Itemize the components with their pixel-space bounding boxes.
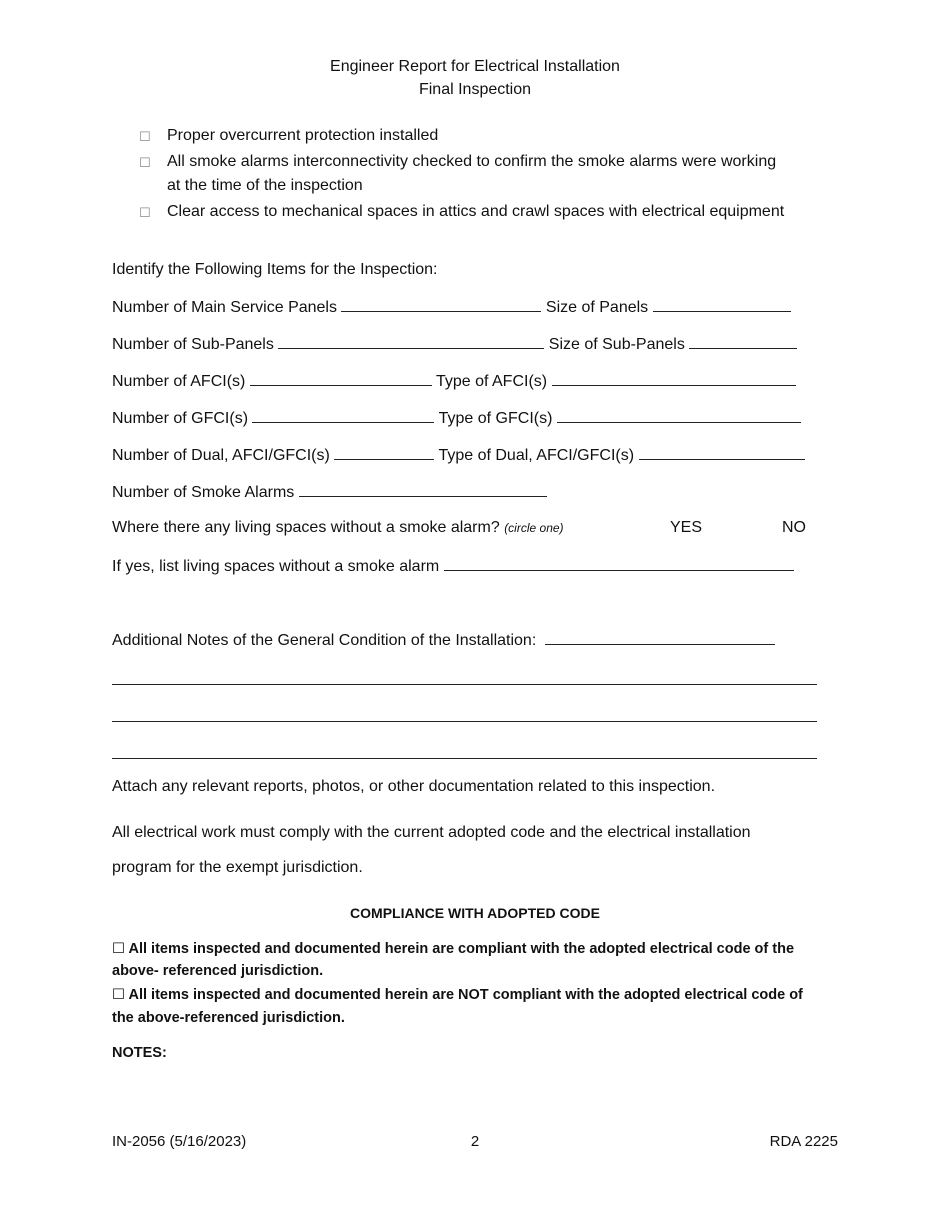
circle-one-note: (circle one) bbox=[504, 521, 564, 535]
row-dual bbox=[112, 445, 805, 465]
row-list-spaces bbox=[112, 556, 794, 576]
sub-panels-field[interactable] bbox=[278, 334, 544, 349]
size-sub-panels-field[interactable] bbox=[689, 334, 797, 349]
notes-label: NOTES: bbox=[112, 1045, 167, 1061]
row-additional-notes bbox=[112, 630, 775, 650]
dual-num-label: Number of Dual, AFCI/GFCI(s) bbox=[112, 447, 330, 464]
gfci-type-field[interactable] bbox=[557, 408, 801, 423]
comply-text-line2: program for the exempt jurisdiction. bbox=[112, 859, 363, 876]
main-panels-field[interactable] bbox=[341, 297, 541, 312]
identify-heading: Identify the Following Items for the Inspection: bbox=[112, 261, 438, 278]
page-subtitle: Final Inspection bbox=[418, 81, 532, 98]
afci-num-field[interactable] bbox=[250, 371, 432, 386]
main-panels-label: Number of Main Service Panels bbox=[112, 299, 337, 316]
dual-type-label: Type of Dual, AFCI/GFCI(s) bbox=[438, 447, 635, 464]
smoke-label: Number of Smoke Alarms bbox=[112, 484, 295, 501]
size-sub-panels-label: Size of Sub-Panels bbox=[548, 336, 685, 353]
gfci-num-field[interactable] bbox=[252, 408, 434, 423]
additional-notes-label: Additional Notes of the General Condition of the Installation: bbox=[112, 632, 537, 649]
noncompliant-text-line1: All items inspected and documented herein are NOT compliant with the adopted electrical code of bbox=[128, 987, 803, 1003]
size-panels-field[interactable] bbox=[653, 297, 791, 312]
no-option[interactable]: NO bbox=[782, 519, 806, 536]
row-gfci bbox=[112, 408, 801, 428]
checklist-item-clear-access: Clear access to mechanical spaces in attics and crawl spaces with electrical equipment bbox=[167, 203, 785, 220]
yes-option[interactable]: YES bbox=[670, 519, 703, 536]
noncompliant-text-line2: the above-referenced jurisdiction. bbox=[112, 1010, 345, 1026]
checkbox-icon[interactable]: ☐ bbox=[139, 155, 151, 170]
checkbox-icon[interactable]: ☐ bbox=[112, 941, 125, 957]
footer-page-number: 2 bbox=[470, 1133, 480, 1150]
compliance-option-noncompliant bbox=[112, 987, 803, 1003]
row-afci bbox=[112, 371, 796, 391]
checklist-item-overcurrent: Proper overcurrent protection installed bbox=[167, 127, 439, 144]
row-main-panels bbox=[112, 297, 791, 317]
sub-panels-label: Number of Sub-Panels bbox=[112, 336, 274, 353]
additional-notes-field[interactable] bbox=[545, 630, 775, 645]
notes-line[interactable] bbox=[112, 684, 817, 685]
checklist-item-smoke-interconnect: All smoke alarms interconnectivity checked to confirm the smoke alarms were working bbox=[167, 153, 777, 170]
afci-type-field[interactable] bbox=[552, 371, 796, 386]
compliance-heading: COMPLIANCE WITH ADOPTED CODE bbox=[350, 905, 600, 921]
afci-type-label: Type of AFCI(s) bbox=[435, 373, 548, 390]
dual-num-field[interactable] bbox=[334, 445, 434, 460]
row-sub-panels bbox=[112, 334, 797, 354]
living-question-text: Where there any living spaces without a smoke alarm? bbox=[112, 519, 500, 536]
size-panels-label: Size of Panels bbox=[545, 299, 649, 316]
footer-form-id: IN-2056 (5/16/2023) bbox=[112, 1133, 247, 1150]
compliant-text-line2: above- referenced jurisdiction. bbox=[112, 963, 324, 979]
footer-code: RDA 2225 bbox=[769, 1133, 838, 1150]
list-label: If yes, list living spaces without a smoke alarm bbox=[112, 558, 440, 575]
comply-text-line1: All electrical work must comply with the current adopted code and the electrical installation bbox=[112, 824, 751, 841]
row-smoke-alarms bbox=[112, 482, 547, 502]
gfci-num-label: Number of GFCI(s) bbox=[112, 410, 249, 427]
gfci-type-label: Type of GFCI(s) bbox=[438, 410, 553, 427]
living-question bbox=[112, 519, 564, 537]
checkbox-icon[interactable]: ☐ bbox=[139, 205, 151, 220]
checkbox-icon[interactable]: ☐ bbox=[112, 987, 125, 1003]
checkbox-icon[interactable]: ☐ bbox=[139, 129, 151, 144]
list-field[interactable] bbox=[444, 556, 794, 571]
page-title: Engineer Report for Electrical Installation bbox=[330, 58, 620, 75]
notes-line[interactable] bbox=[112, 721, 817, 722]
compliant-text-line1: All items inspected and documented herein are compliant with the adopted electrical code of the bbox=[128, 941, 795, 957]
dual-type-field[interactable] bbox=[639, 445, 805, 460]
notes-line[interactable] bbox=[112, 758, 817, 759]
afci-num-label: Number of AFCI(s) bbox=[112, 373, 246, 390]
smoke-field[interactable] bbox=[299, 482, 547, 497]
compliance-option-compliant bbox=[112, 941, 794, 957]
checklist-item-smoke-interconnect-cont: at the time of the inspection bbox=[167, 177, 363, 194]
attach-text: Attach any relevant reports, photos, or other documentation related to this inspection. bbox=[112, 778, 716, 795]
